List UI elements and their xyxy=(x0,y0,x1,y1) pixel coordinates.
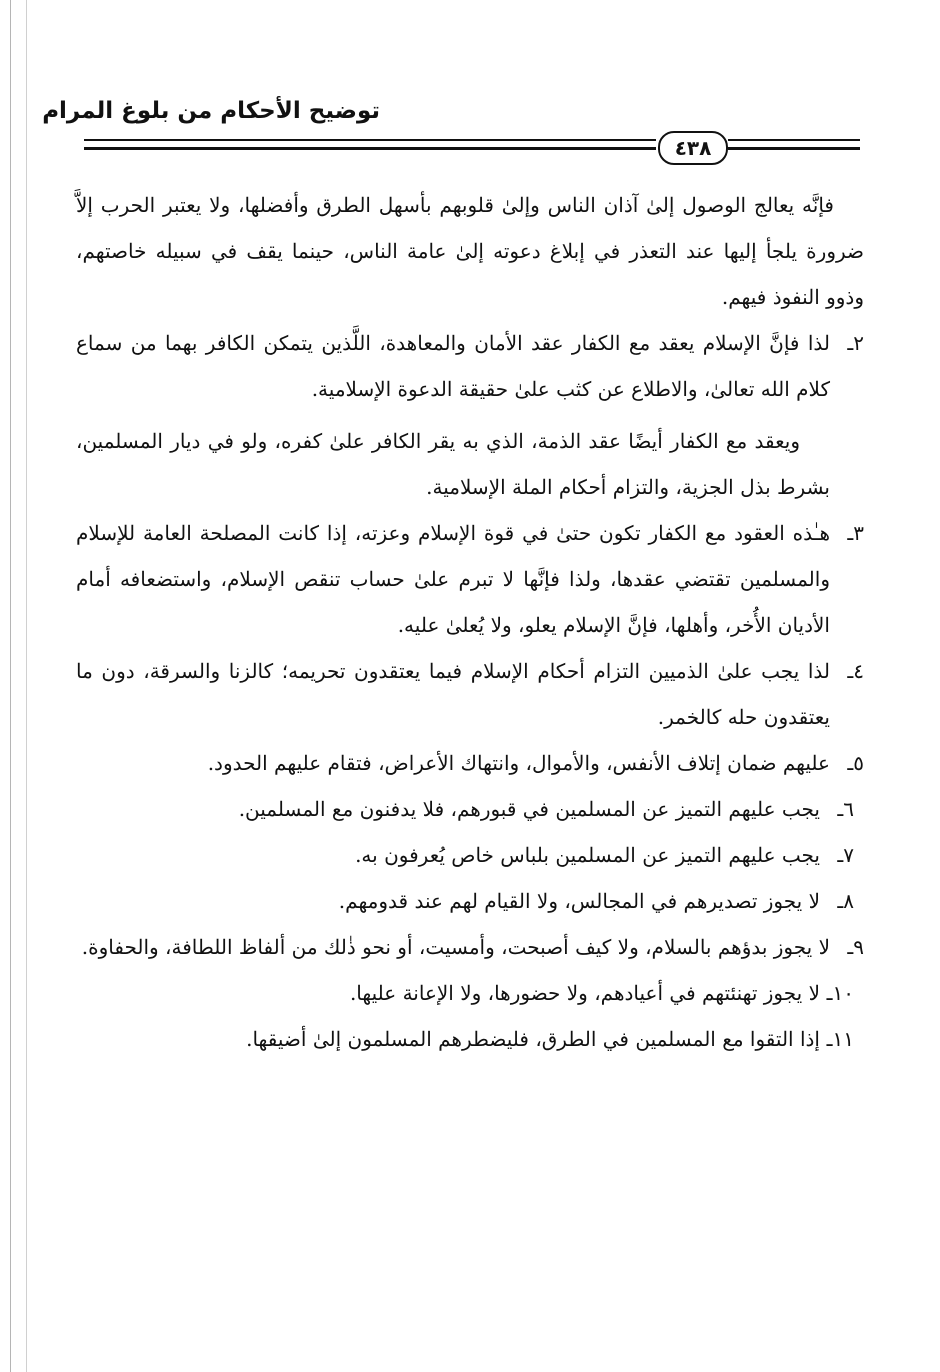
header-rule-right-top xyxy=(728,139,860,141)
list-item xyxy=(76,832,864,878)
list-item xyxy=(76,510,864,648)
intro-paragraph: فإنَّه يعالج الوصول إلىٰ آذان الناس وإلىٰ قلوبهم بأسهل الطرق وأفضلها، ولا يعتبر الحرب إلاَّ ضرورة يلجأ إليها عند التعذر في إبلاغ دعوته إلىٰ عامة الناس، حينما يقف في سبيله خاصتهم، وذوو النفوذ فيهم. xyxy=(76,193,864,309)
page-body xyxy=(76,182,864,1062)
list-item-continuation xyxy=(76,418,864,510)
item-text: لا يجوز تصديرهم في المجالس، ولا القيام لهم عند قدومهم. xyxy=(338,889,820,913)
item-number: ١١ـ xyxy=(826,1027,854,1051)
list-item xyxy=(76,786,864,832)
list-item xyxy=(76,878,864,924)
item-text: يجب عليهم التميز عن المسلمين في قبورهم، فلا يدفنون مع المسلمين. xyxy=(238,797,820,821)
item-number: ٣ـ xyxy=(847,521,864,545)
list-item xyxy=(76,740,864,786)
binding-line-left-inner xyxy=(26,0,27,1372)
item-text: هـٰذه العقود مع الكفار تكون حتىٰ في قوة الإسلام وعزته، إذا كانت المصلحة العامة للإسلام والمسلمين تقتضي عقدها، ولذا فإنَّها لا تبرم علىٰ حساب تنقص الإسلام، واستضعافه أمام الأديان الأُخر، وأهلها، فإنَّ الإسلام يعلو، ولا يُعلىٰ عليه. xyxy=(76,521,830,637)
list-item xyxy=(76,1016,864,1062)
item-text: لا يجوز تهنئتهم في أعيادهم، ولا حضورها، ولا الإعانة عليها. xyxy=(349,981,820,1005)
item-number: ٥ـ xyxy=(847,751,864,775)
list-item xyxy=(76,320,864,412)
binding-line-left xyxy=(10,0,11,1372)
header-rule-right-bottom xyxy=(728,147,860,150)
list-item xyxy=(76,970,864,1016)
item-number: ٦ـ xyxy=(837,797,854,821)
header-rule-left-top xyxy=(84,139,656,141)
list-item xyxy=(76,648,864,740)
list-item xyxy=(76,924,864,970)
item-text: إذا التقوا مع المسلمين في الطرق، فليضطرهم المسلمون إلىٰ أضيقها. xyxy=(246,1027,820,1051)
page-header xyxy=(0,0,940,170)
item-number: ٧ـ xyxy=(837,843,854,867)
item-text: ويعقد مع الكفار أيضًا عقد الذمة، الذي به يقر الكافر علىٰ كفره، ولو في ديار المسلمين، بشرط بذل الجزية، والتزام أحكام الملة الإسلامية. xyxy=(76,429,830,499)
item-text: عليهم ضمان إتلاف الأنفس، والأموال، وانتهاك الأعراض، فتقام عليهم الحدود. xyxy=(207,751,830,775)
item-number: ٢ـ xyxy=(847,331,864,355)
page-number: ٤٣٨ xyxy=(658,131,728,165)
item-number: ٩ـ xyxy=(847,935,864,959)
item-number: ١٠ـ xyxy=(826,981,854,1005)
item-text: يجب عليهم التميز عن المسلمين بلباس خاص يُعرفون به. xyxy=(355,843,820,867)
item-number: ٨ـ xyxy=(837,889,854,913)
item-text: لا يجوز بدؤهم بالسلام، ولا كيف أصبحت، وأمسيت، أو نحو ذٰلك من ألفاظ اللطافة، والحفاوة. xyxy=(81,935,830,959)
item-number: ٤ـ xyxy=(847,659,864,683)
header-rule-left-bottom xyxy=(84,147,656,150)
item-text: لذا يجب علىٰ الذميين التزام أحكام الإسلام فيما يعتقدون تحريمه؛ كالزنا والسرقة، دون ما يعتقدون حله كالخمر. xyxy=(76,659,831,729)
item-text: لذا فإنَّ الإسلام يعقد مع الكفار عقد الأمان والمعاهدة، اللَّذين يتمكن الكافر بهما من سماع كلام الله تعالىٰ، والاطلاع عن كثب علىٰ حقيقة الدعوة الإسلامية. xyxy=(76,331,830,401)
book-title: توضيح الأحكام من بلوغ المرام xyxy=(42,98,380,124)
